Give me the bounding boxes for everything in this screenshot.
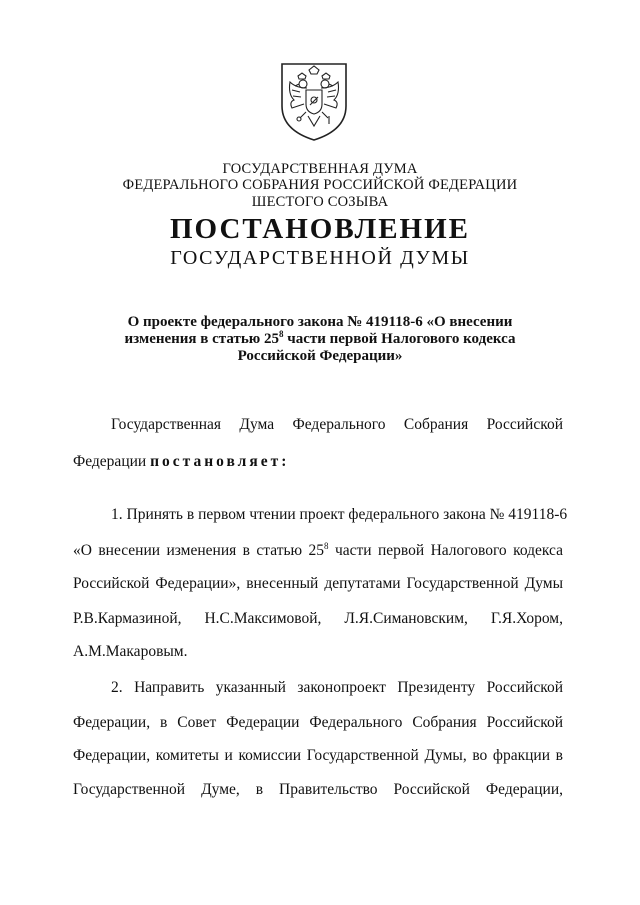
superscript: 8 xyxy=(278,329,284,339)
resolves-word: постановляет: xyxy=(150,453,290,470)
intro-line-1: Государственная Дума Федерального Собрания Российской xyxy=(111,416,563,433)
para1-line-4: Р.В.Кармазиной, Н.С.Максимовой, Л.Я.Симановским, Г.Я.Хором, xyxy=(73,610,563,627)
authority-name-line-2: ФЕДЕРАЛЬНОГО СОБРАНИЯ РОССИЙСКОЙ ФЕДЕРАЦИИ xyxy=(122,177,518,193)
document-issuer: ГОСУДАРСТВЕННОЙ ДУМЫ xyxy=(170,247,470,269)
subject-line-3: Российской Федерации» xyxy=(237,348,403,364)
para2-line-3: Федерации, комитеты и комиссии Государственной Думы, во фракции в xyxy=(73,747,563,764)
document-type-title: ПОСТАНОВЛЕНИЕ xyxy=(169,213,470,245)
para1-line-2: «О внесении изменения в статью $25^8$ части первой Налогового кодекса xyxy=(73,541,563,559)
para2-line-2: Федерации, в Совет Федерации Федерального Собрания Российской xyxy=(73,714,563,731)
convocation-line: ШЕСТОГО СОЗЫВА xyxy=(251,194,389,210)
para1-line-1: 1. Принять в первом чтении проект федерального закона № 419118-6 xyxy=(111,506,568,523)
para1-line-3: Российской Федерации», внесенный депутатами Государственной Думы xyxy=(73,575,563,592)
para2-line-1: 2. Направить указанный законопроект Президенту Российской xyxy=(111,679,563,696)
superscript: 8 xyxy=(324,541,329,551)
para2-line-4: Государственной Думе, в Правительство Российской Федерации, xyxy=(73,781,563,798)
intro-line-2: Федерации постановляет: xyxy=(73,453,290,470)
subject-line-1: О проекте федерального закона № 419118-6 «О внесении xyxy=(127,314,513,330)
authority-name-line-1: ГОСУДАРСТВЕННАЯ ДУМА xyxy=(222,161,418,177)
subject-line-2: изменения в статью $25^8$ части первой Налогового кодекса xyxy=(124,329,516,347)
para1-line-5: А.М.Макаровым. xyxy=(73,643,188,660)
russian-coat-of-arms-icon xyxy=(276,60,352,142)
